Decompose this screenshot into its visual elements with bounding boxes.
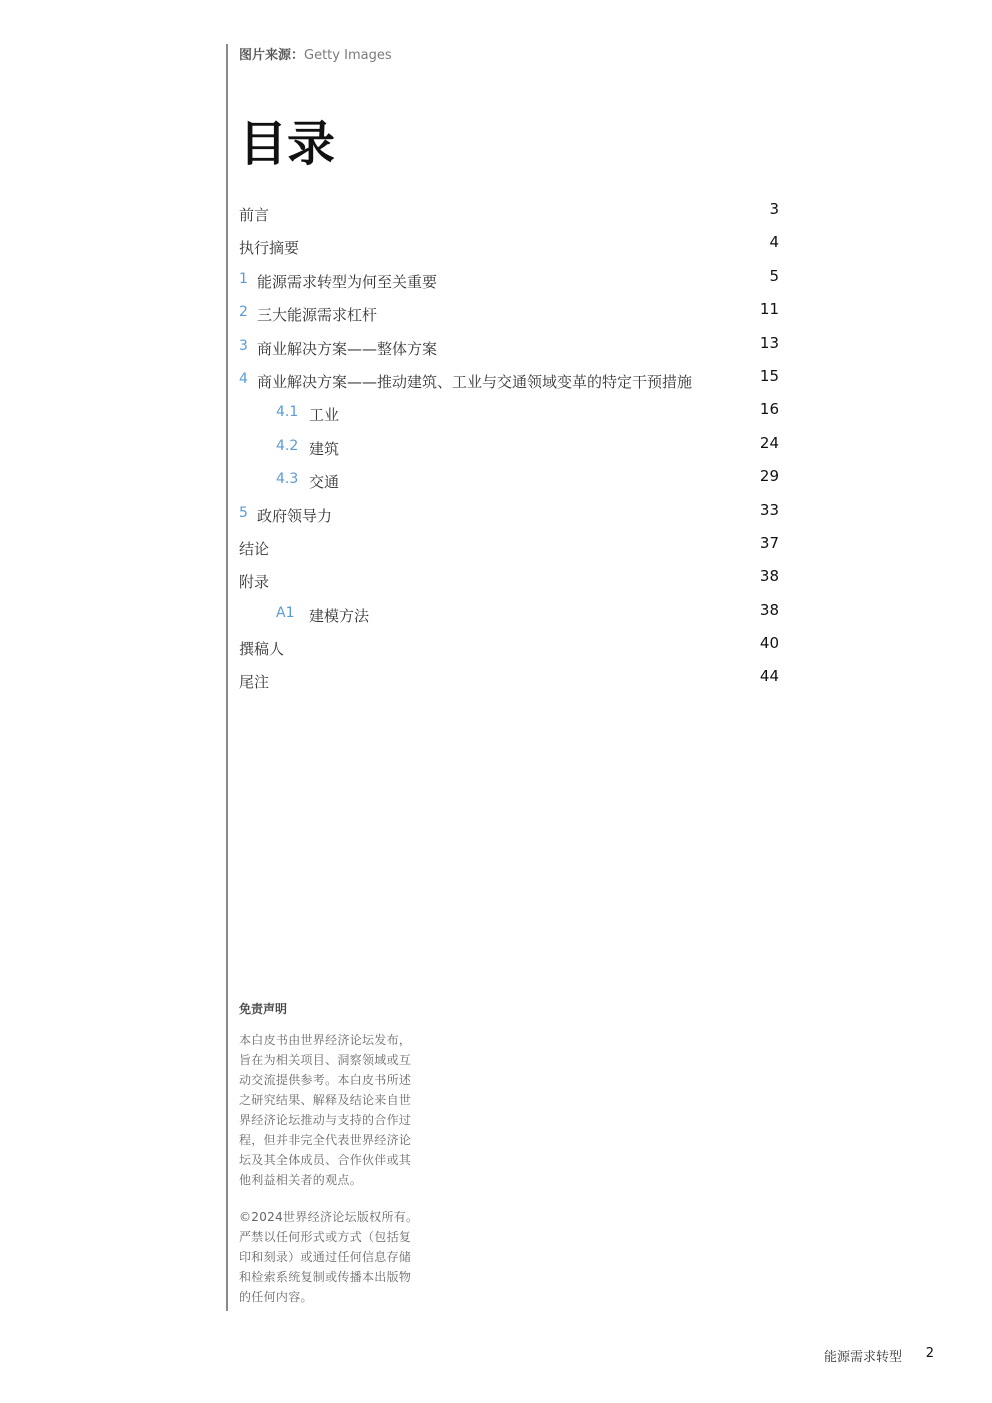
table-of-contents bbox=[239, 196, 779, 697]
toc-entry-page: 40 bbox=[759, 634, 779, 653]
toc-entry-label: 建筑 bbox=[309, 439, 340, 458]
toc-entry-label: 政府领导力 bbox=[257, 506, 333, 525]
toc-entry[interactable] bbox=[239, 296, 779, 329]
toc-entry-page: 11 bbox=[759, 300, 779, 319]
toc-entry[interactable] bbox=[239, 330, 779, 363]
toc-entry-page: 38 bbox=[759, 567, 779, 586]
image-credit-label: 图片来源： bbox=[239, 48, 305, 63]
toc-entry-label: 建模方法 bbox=[309, 606, 370, 625]
toc-entry-label: 交通 bbox=[309, 473, 340, 492]
toc-entry-label: 附录 bbox=[239, 573, 270, 592]
toc-entry-page: 44 bbox=[759, 667, 779, 686]
toc-entry-number: 3 bbox=[239, 337, 248, 354]
page-title: 目录 bbox=[239, 116, 336, 172]
toc-entry[interactable] bbox=[239, 497, 779, 530]
toc-entry-page: 16 bbox=[759, 400, 779, 419]
toc-entry[interactable] bbox=[239, 263, 779, 296]
toc-entry-number: 5 bbox=[239, 504, 248, 521]
toc-entry-page: 13 bbox=[759, 333, 779, 352]
image-credit bbox=[239, 44, 392, 63]
toc-entry-label: 商业解决方案——整体方案 bbox=[257, 339, 438, 358]
toc-entry[interactable] bbox=[239, 530, 779, 563]
toc-entry[interactable] bbox=[239, 663, 779, 696]
image-credit-value: Getty Images bbox=[304, 48, 392, 63]
toc-entry-label: 能源需求转型为何至关重要 bbox=[257, 272, 438, 291]
toc-entry-page: 5 bbox=[769, 266, 779, 285]
toc-entry-page: 24 bbox=[759, 433, 779, 452]
toc-entry[interactable] bbox=[239, 430, 779, 463]
toc-entry-page: 33 bbox=[759, 500, 779, 519]
toc-entry-page: 29 bbox=[759, 467, 779, 486]
toc-entry[interactable] bbox=[239, 229, 779, 262]
toc-entry-number: 1 bbox=[239, 270, 248, 287]
toc-entry-number: 4 bbox=[239, 370, 248, 387]
toc-entry-label: 撰稿人 bbox=[239, 640, 285, 659]
toc-entry-page: 15 bbox=[759, 366, 779, 385]
toc-entry-number: 4.1 bbox=[276, 404, 299, 421]
toc-entry-page: 3 bbox=[769, 200, 779, 218]
toc-entry-label: 商业解决方案——推动建筑、工业与交通领域变革的特定干预措施 bbox=[257, 372, 693, 391]
toc-entry-page: 4 bbox=[769, 233, 779, 252]
disclaimer-heading: 免责声明 bbox=[239, 1002, 288, 1016]
toc-entry[interactable] bbox=[239, 563, 779, 596]
toc-entry-label: 执行摘要 bbox=[239, 239, 300, 258]
toc-entry[interactable] bbox=[239, 396, 779, 429]
footer-report-title: 能源需求转型 bbox=[823, 1350, 902, 1365]
toc-entry-number: 4.3 bbox=[276, 471, 299, 488]
toc-entry-label: 尾注 bbox=[239, 673, 270, 692]
toc-entry[interactable] bbox=[239, 463, 779, 496]
copyright-text: ©2024世界经济论坛版权所有。严禁以任何形式或方式（包括复印和刻录）或通过任何信息存储和检索系统复制或传播本出版物的任何内容。 bbox=[239, 1210, 419, 1304]
toc-entry-number: 4.2 bbox=[276, 437, 299, 454]
disclaimer-text: 本白皮书由世界经济论坛发布，旨在为相关项目、洞察领域或互动交流提供参考。本白皮书所述之研究结果、解释及结论来自世界经济论坛推动与支持的合作过程，但并非完全代表世界经济论坛及其全体成员、合作伙伴或其他利益相关者的观点。 bbox=[239, 1033, 412, 1187]
toc-entry-label: 三大能源需求杠杆 bbox=[257, 306, 378, 325]
toc-entry-label: 结论 bbox=[239, 539, 270, 558]
toc-entry-page: 37 bbox=[759, 533, 779, 552]
toc-entry[interactable] bbox=[239, 363, 779, 396]
toc-entry-number: 2 bbox=[239, 304, 248, 321]
vertical-rule bbox=[226, 44, 228, 1311]
toc-entry[interactable] bbox=[239, 597, 779, 630]
toc-entry-label: 前言 bbox=[239, 206, 270, 224]
toc-entry-number: A1 bbox=[276, 604, 295, 621]
footer-page-number: 2 bbox=[925, 1346, 934, 1361]
toc-entry-page: 38 bbox=[759, 600, 779, 619]
toc-entry-label: 工业 bbox=[309, 406, 340, 425]
toc-entry[interactable] bbox=[239, 196, 779, 229]
toc-entry[interactable] bbox=[239, 630, 779, 663]
